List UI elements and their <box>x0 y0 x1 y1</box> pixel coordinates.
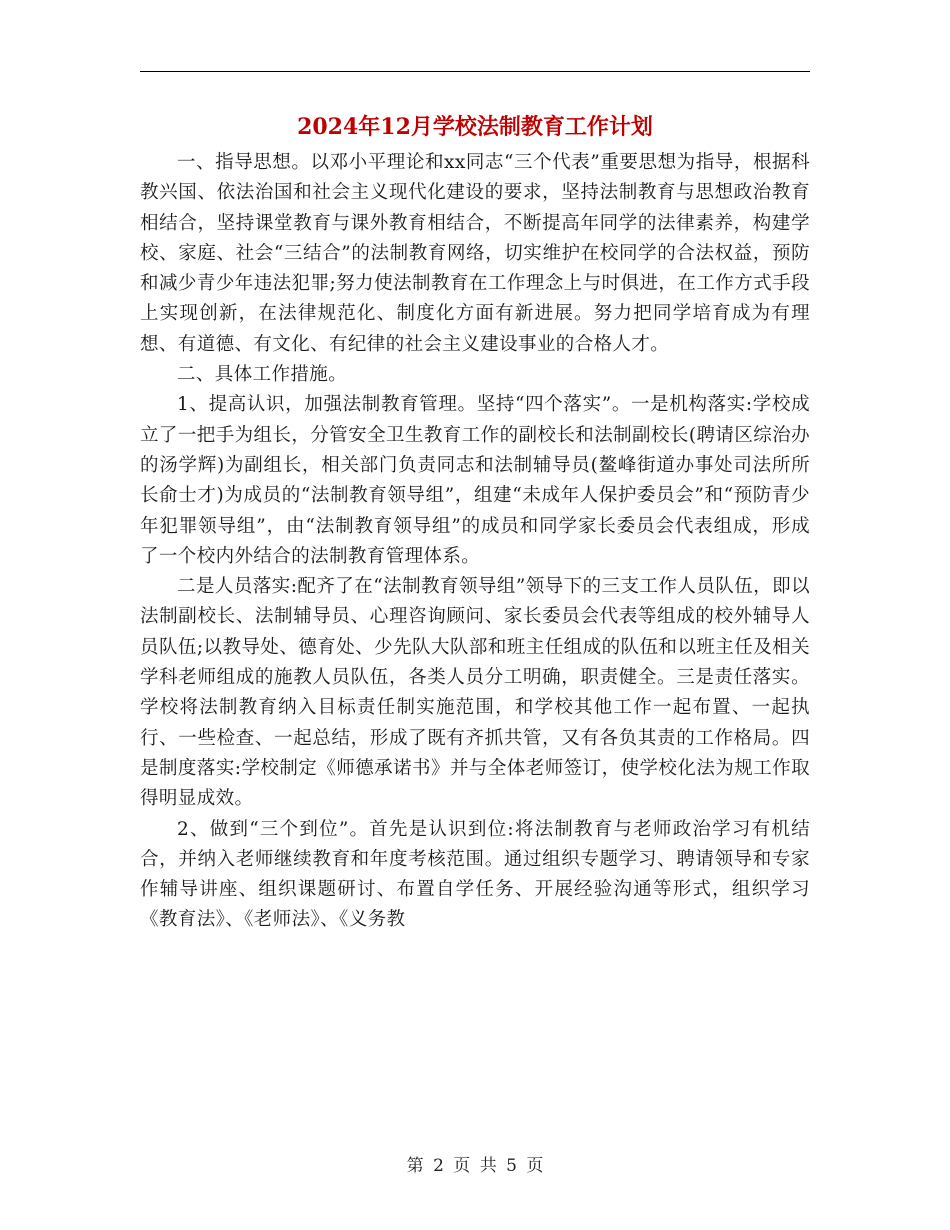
paragraph-measure-1: 1、提高认识，加强法制教育管理。坚持“四个落实”。一是机构落实:学校成立了一把手为组长，分管安全卫生教育工作的副校长和法制副校长(聘请区综治办的汤学辉)为副组长，相关部门负责同志和法制辅导员(鳌峰街道办事处司法所所长俞士才)为成员的“法制教育领导组”，组建“未成年人保护委员会”和“预防青少年犯罪领导组”，由“法制教育领导组”的成员和同学家长委员会代表组成，形成了一个校内外结合的法制教育管理体系。 <box>140 394 810 567</box>
paragraph-guiding-ideology: 一、指导思想。以邓小平理论和xx同志“三个代表”重要思想为指导，根据科教兴国、依法治国和社会主义现代化建设的要求，坚持法制教育与思想政治教育相结合，坚持课堂教育与课外教育相结合，不断提高年同学的法律素养，构建学校、家庭、社会“三结合”的法制教育网络，切实维护在校同学的合法权益，预防和减少青少年违法犯罪;努力使法制教育在工作理念上与时俱进，在工作方式手段上实现创新，在法律规范化、制度化方面有新进展。努力把同学培育成为有理想、有道德、有文化、有纪律的社会主义建设事业的合格人才。 <box>140 152 810 355</box>
document-body <box>140 148 810 936</box>
paragraph-measures-heading: 二、具体工作措施。 <box>177 364 348 386</box>
paragraph-personnel: 二是人员落实:配齐了在“法制教育领导组”领导下的三支工作人员队伍，即以法制副校长、法制辅导员、心理咨询顾问、家长委员会代表等组成的校外辅导人员队伍;以教导处、德育处、少先队大队部和班主任组成的队伍和以班主任及相关学科老师组成的施教人员队伍，各类人员分工明确，职责健全。三是责任落实。学校将法制教育纳入目标责任制实施范围，和学校其他工作一起布置、一起执行、一些检查、一起总结，形成了既有齐抓共管，又有各负其责的工作格局。四是制度落实:学校制定《师德承诺书》并与全体老师签订，使学校化法为规工作取得明显成效。 <box>140 576 810 810</box>
page-footer: 第 2 页 共 5 页 <box>406 1156 544 1176</box>
document-title: 2024年12月学校法制教育工作计划 <box>297 114 653 140</box>
paragraph-measure-2: 2、做到“三个到位”。首先是认识到位:将法制教育与老师政治学习有机结合，并纳入老师继续教育和年度考核范围。通过组织专题学习、聘请领导和专家作辅导讲座、组织课题研讨、布置自学任务、开展经验沟通等形式，组织学习《教育法》、《老师法》、《义务教 <box>140 818 810 931</box>
header-rule <box>140 71 810 72</box>
